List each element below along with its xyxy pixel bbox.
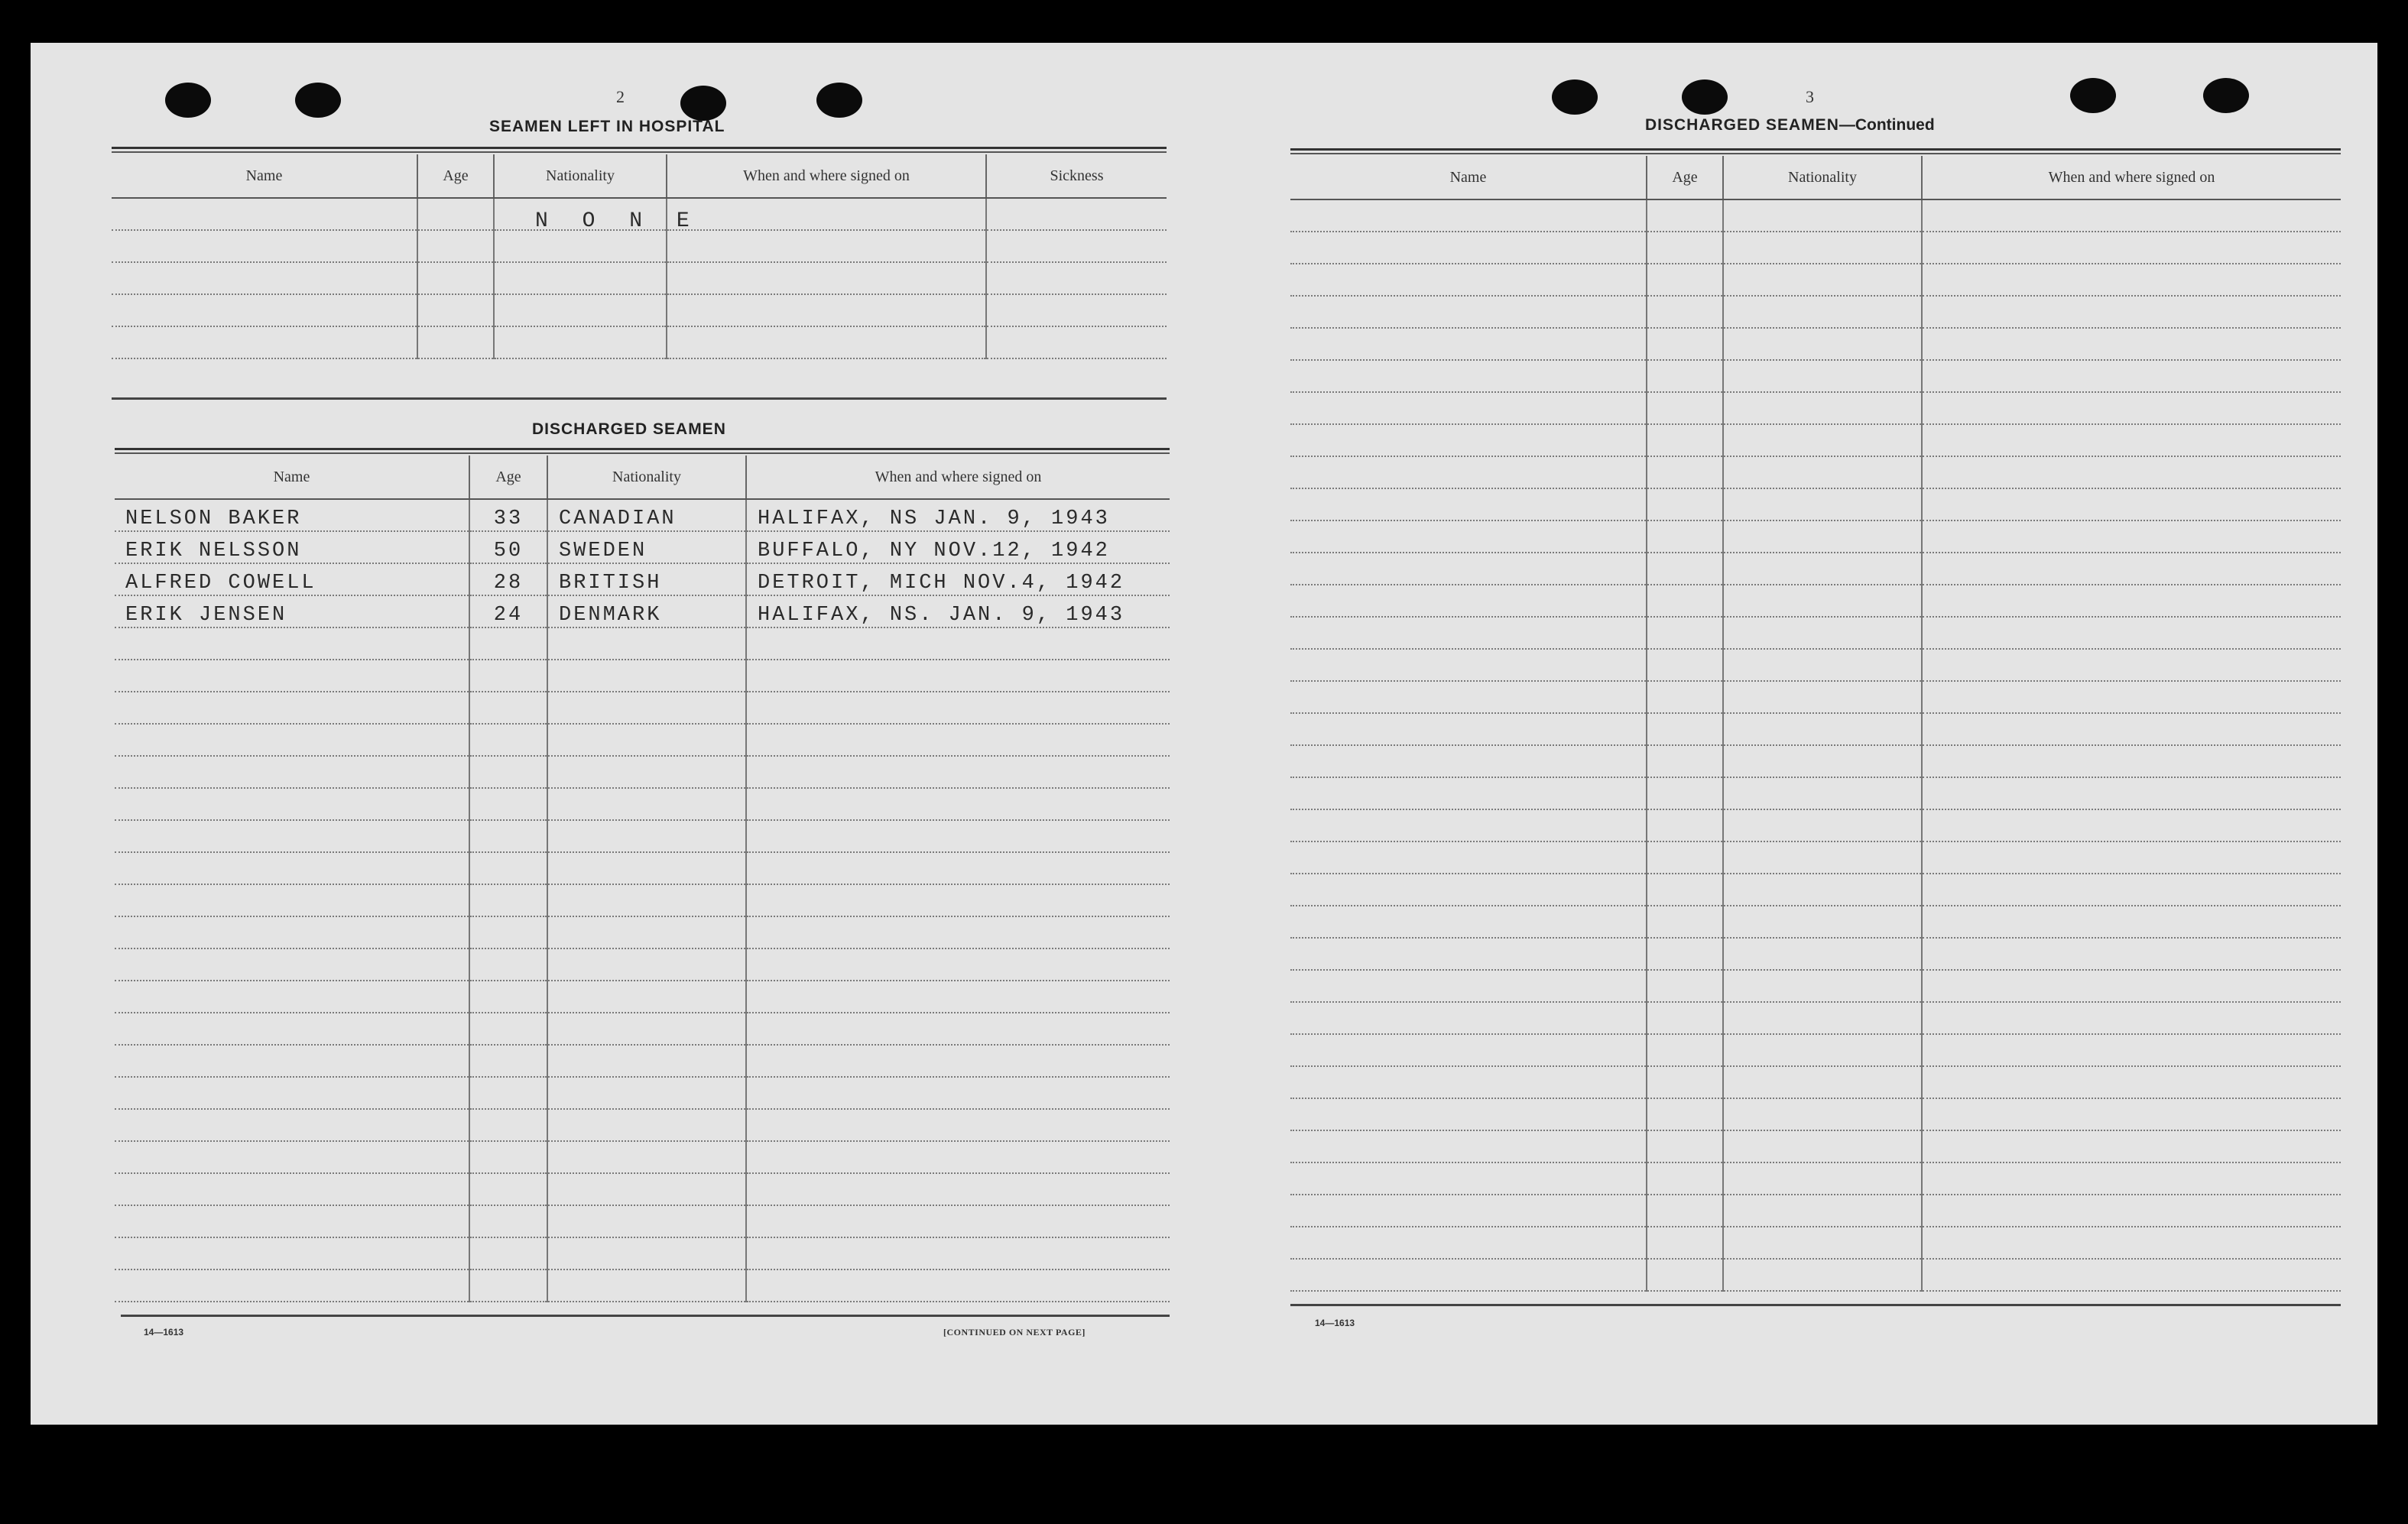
discharged-header-nationality: Nationality (547, 456, 746, 499)
blank-row (115, 948, 1170, 981)
discharged-continued-table (1290, 156, 2341, 1292)
blank-row (115, 1237, 1170, 1269)
punch-hole (1682, 79, 1728, 115)
punch-hole (816, 83, 862, 118)
blank-row (115, 724, 1170, 756)
seaman-age: 28 (469, 563, 547, 595)
blank-row (1290, 424, 2341, 456)
blank-row (1290, 520, 2341, 553)
hospital-row (112, 230, 1167, 262)
document-sheet (31, 43, 2377, 1425)
hospital-none-entry: N O N E (535, 209, 700, 233)
blank-row (1290, 1259, 2341, 1291)
blank-row (1290, 649, 2341, 681)
blank-row (1290, 874, 2341, 906)
hospital-table (112, 154, 1167, 359)
blank-row (115, 660, 1170, 692)
blank-row (1290, 970, 2341, 1002)
discharged-header-age: Age (469, 456, 547, 499)
blank-row (1290, 360, 2341, 392)
blank-row (115, 756, 1170, 788)
seaman-name: ERIK JENSEN (115, 595, 469, 627)
table-row (115, 595, 1170, 627)
blank-row (1290, 713, 2341, 745)
blank-row (1290, 1227, 2341, 1259)
blank-row (115, 1141, 1170, 1173)
hospital-header-sickness: Sickness (986, 154, 1167, 198)
hospital-header-nationality: Nationality (494, 154, 667, 198)
punch-hole (2203, 78, 2249, 113)
blank-row (1290, 456, 2341, 488)
right-header-age: Age (1647, 156, 1723, 199)
blank-row (1290, 617, 2341, 649)
blank-row (1290, 841, 2341, 874)
punch-hole (2070, 78, 2116, 113)
table-row (115, 531, 1170, 563)
seaman-signed-on: DETROIT, MICH NOV.4, 1942 (746, 563, 1170, 595)
blank-row (1290, 809, 2341, 841)
blank-row (115, 1045, 1170, 1077)
blank-row (1290, 1002, 2341, 1034)
hospital-bottom-rule (112, 397, 1167, 400)
right-header-name: Name (1290, 156, 1647, 199)
blank-row (1290, 232, 2341, 264)
blank-row (115, 1205, 1170, 1237)
table-row (115, 563, 1170, 595)
blank-row (1290, 1066, 2341, 1098)
blank-row (115, 627, 1170, 660)
hospital-row (112, 294, 1167, 326)
right-header-signed-on: When and where signed on (1922, 156, 2341, 199)
hospital-header-age: Age (417, 154, 494, 198)
seaman-age: 33 (469, 499, 547, 531)
table-row (115, 499, 1170, 531)
seaman-signed-on: BUFFALO, NY NOV.12, 1942 (746, 531, 1170, 563)
seaman-nationality: CANADIAN (547, 499, 746, 531)
punch-hole (680, 86, 726, 121)
discharged-header-name: Name (115, 456, 469, 499)
blank-row (1290, 681, 2341, 713)
discharged-bottom-rule (121, 1315, 1170, 1317)
page-number-right: 3 (1806, 87, 1814, 106)
punch-hole (1552, 79, 1598, 115)
right-header-nationality: Nationality (1723, 156, 1922, 199)
discharged-section-title: DISCHARGED SEAMEN (532, 420, 726, 438)
blank-row (1290, 1130, 2341, 1162)
blank-row (1290, 488, 2341, 520)
blank-row (115, 1173, 1170, 1205)
continued-section-title (1645, 116, 1935, 135)
continued-title-suffix: —Continued (1838, 116, 1935, 134)
blank-row (1290, 585, 2341, 617)
blank-row (115, 692, 1170, 724)
blank-row (115, 916, 1170, 948)
blank-row (115, 884, 1170, 916)
blank-row (1290, 938, 2341, 970)
blank-row (115, 788, 1170, 820)
blank-row (1290, 745, 2341, 777)
blank-row (1290, 1098, 2341, 1130)
form-code-left: 14—1613 (144, 1327, 184, 1338)
seaman-signed-on: HALIFAX, NS. JAN. 9, 1943 (746, 595, 1170, 627)
continued-title-text: DISCHARGED SEAMEN (1645, 116, 1839, 134)
seaman-name: ALFRED COWELL (115, 563, 469, 595)
seaman-name: NELSON BAKER (115, 499, 469, 531)
blank-row (1290, 1162, 2341, 1195)
seaman-nationality: BRITISH (547, 563, 746, 595)
hospital-top-rule (112, 147, 1167, 153)
blank-row (115, 981, 1170, 1013)
hospital-header-name: Name (112, 154, 417, 198)
discharged-top-rule (115, 448, 1170, 454)
continued-note: [CONTINUED ON NEXT PAGE] (943, 1327, 1086, 1338)
punch-hole (295, 83, 341, 118)
seaman-age: 50 (469, 531, 547, 563)
blank-row (1290, 1034, 2341, 1066)
seaman-nationality: SWEDEN (547, 531, 746, 563)
seaman-signed-on: HALIFAX, NS JAN. 9, 1943 (746, 499, 1170, 531)
blank-row (1290, 553, 2341, 585)
page-number-left: 2 (616, 87, 625, 106)
form-code-right: 14—1613 (1315, 1318, 1355, 1328)
seaman-nationality: DENMARK (547, 595, 746, 627)
discharged-table (115, 456, 1170, 1302)
punch-hole (165, 83, 211, 118)
right-bottom-rule (1290, 1304, 2341, 1306)
blank-row (1290, 296, 2341, 328)
discharged-header-signed-on: When and where signed on (746, 456, 1170, 499)
blank-row (1290, 392, 2341, 424)
right-top-rule (1290, 148, 2341, 154)
blank-row (115, 1109, 1170, 1141)
blank-row (115, 1077, 1170, 1109)
blank-row (115, 1269, 1170, 1302)
hospital-header-signed-on: When and where signed on (667, 154, 986, 198)
hospital-row (112, 326, 1167, 358)
blank-row (1290, 1195, 2341, 1227)
blank-row (1290, 264, 2341, 296)
blank-row (1290, 328, 2341, 360)
blank-row (115, 1013, 1170, 1045)
blank-row (115, 852, 1170, 884)
seaman-name: ERIK NELSSON (115, 531, 469, 563)
blank-row (115, 820, 1170, 852)
blank-row (1290, 777, 2341, 809)
hospital-section-title: SEAMEN LEFT IN HOSPITAL (489, 118, 725, 135)
blank-row (1290, 906, 2341, 938)
blank-row (1290, 199, 2341, 232)
hospital-row (112, 262, 1167, 294)
seaman-age: 24 (469, 595, 547, 627)
